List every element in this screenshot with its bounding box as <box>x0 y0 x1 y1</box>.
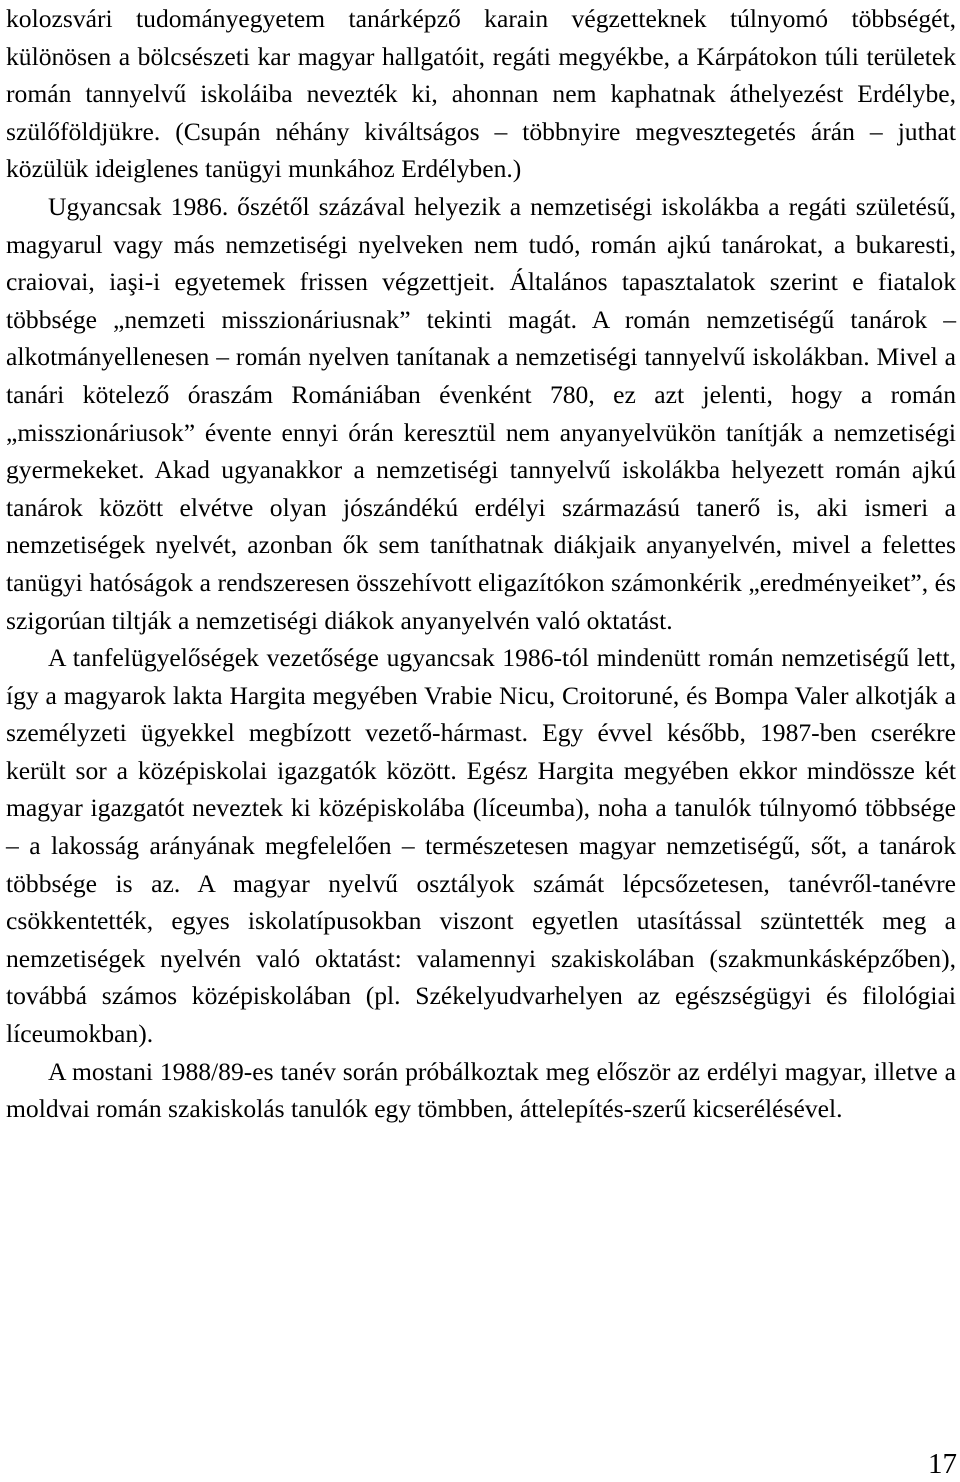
paragraph-inspectorates: A tanfelügyelőségek vezetősége ugyancsak 1986-tól mindenütt román nemzetiségű lett, így a magyarok lakta Hargita megyében Vrabie Nicu, Croitoruné, és Bompa Valer alkotják a személyzeti ügyekkel megbízott vezető-hármast. Egy évvel később, 1987-ben cserékre került sor a középiskolai igazgatók között. Egész Hargita megyében ekkor mindössze két magyar igazgatót neveztek ki középiskolába (líceumba), noha a tanulók túlnyomó többsége – a lakosság arányának megfelelően – természetesen magyar nemzetiségű, sőt, a tanárok többsége is az. A magyar nyelvű osztályok számát lépcsőzetesen, tanévről-tanévre csökkentették, egyes iskolatípusokban viszont egyetlen utasítással szüntették meg a nemzetiségek nyelvén való oktatást: valamennyi szakiskolában (szakmunkásképzőben), továbbá számos középiskolában (pl. Székelyudvarhelyen az egészségügyi és filológiai líceumokban). <box>6 643 956 1049</box>
page-number: 17 <box>928 1448 957 1480</box>
document-page <box>6 0 956 1128</box>
paragraph-teachers: Ugyancsak 1986. őszétől százával helyezik a nemzetiségi iskolákba a regáti születésű, magyarul vagy más nemzetiségi nyelveken nem tudó, román ajkú tanárokat, a bukaresti, craiovai, iaşi-i egyetemek frissen végzettjeit. Általános tapasztalatok szerint e fiatalok többsége „nemzeti misszionáriusnak” tekinti magát. A román nemzetiségű tanárok – alkotmányellenesen – román nyelven tanítanak a nemzetiségi tannyelvű iskolákban. Mivel a tanári kötelező óraszám Romániában évenként 780, ez azt jelenti, hogy a román „misszionáriusok” évente ennyi órán keresztül nem anyanyelvükön tanítják a nemzetiségi gyermekeket. Akad ugyanakkor a nemzetiségi tannyelvű iskolákba helyezett román ajkú tanárok között elvétve olyan jószándékú erdélyi származású tanerő is, aki ismeri a nemzetiségek nyelvét, azonban ők sem taníthatnak diákjaik anyanyelvén, mivel a felettes tanügyi hatóságok a rendszeresen összehívott eligazítókon számonkérik „eredményeiket”, és szigorúan tiltják a nemzetiségi diákok anyanyelvén való oktatást. <box>6 191 956 635</box>
paragraph-continued: kolozsvári tudományegyetem tanárképző karain végzetteknek túlnyomó többségét, különösen a bölcsészeti kar magyar hallgatóit, regáti megyékbe, a Kárpátokon túli területek román tannyelvű iskoláiba nevezték ki, ahonnan nem kaphatnak áthelyezést Erdélybe, szülőföldjükre. (Csupán néhány kiváltságos – többnyire megvesztegetés árán – juthat közülük ideiglenes tanügyi munkához Erdélyben.) <box>6 4 956 184</box>
paragraph-school-year: A mostani 1988/89-es tanév során próbálkoztak meg először az erdélyi magyar, illetve a moldvai román szakiskolás tanulók egy tömbben, áttelepítés-szerű kicserélésével. <box>6 1056 956 1124</box>
